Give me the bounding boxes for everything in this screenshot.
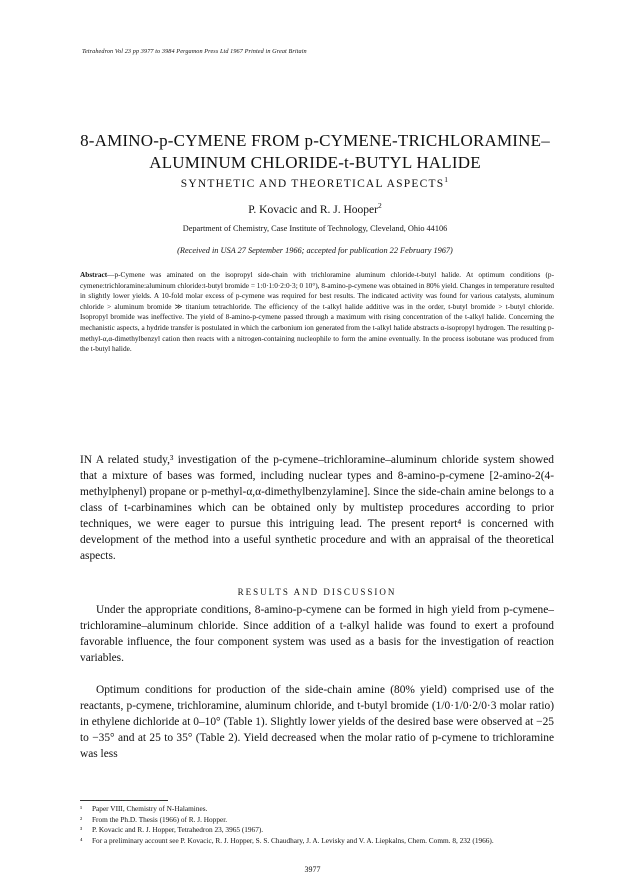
footnote bbox=[80, 836, 554, 847]
page-number: 3977 bbox=[304, 865, 321, 874]
authors: P. Kovacic and R. J. Hooper bbox=[248, 204, 378, 216]
article-subtitle bbox=[60, 175, 570, 190]
results-paragraph-1: Under the appropriate conditions, 8-amino-p-cymene can be formed in high yield from p-cymene–trichloramine–aluminum chloride. Since addition of a t-alkyl halide was found to exert a profound favorable influence, the four component system was used as a basis for the investigation of reaction variables. bbox=[80, 604, 554, 664]
abstract-label: Abstract bbox=[80, 270, 108, 279]
footnote-text: For a preliminary account see P. Kovacic, R. J. Hopper, S. S. Chaudhary, J. A. Levisky and V. A. Liepkalns, Chem. Comm. 8, 232 (1966). bbox=[92, 835, 494, 845]
running-head: Tetrahedron Vol 23 pp 3977 to 3984 Pergamon Press Ltd 1967 Printed in Great Britain bbox=[82, 48, 307, 55]
abstract bbox=[80, 270, 554, 355]
footnote bbox=[80, 825, 554, 836]
footnote bbox=[80, 815, 554, 826]
footnote-mark: ⁴ bbox=[80, 835, 83, 845]
affiliation: Department of Chemistry, Case Institute of Technology, Cleveland, Ohio 44106 bbox=[182, 224, 448, 233]
footnote-mark: ³ bbox=[80, 825, 83, 834]
title-line-2: ALUMINUM CHLORIDE-t-BUTYL HALIDE bbox=[149, 153, 481, 172]
subtitle-text: SYNTHETIC AND THEORETICAL ASPECTS bbox=[180, 178, 445, 190]
author-footnote-mark: 2 bbox=[377, 201, 382, 211]
footnote-mark: ² bbox=[80, 814, 83, 824]
abstract-text: —p-Cymene was aminated on the isopropyl side-chain with trichloramine aluminum chloride-t-butyl halide. At optimum conditions (p-cymene:trichloramine:aluminum chloride:t-butyl bromide = 1:0·1:0·2:0·3; 0 10°), 8-amino-p-cymene was obtained in 80% yield. Changes in temperature resulted in slightly lower yields. A 10-fold molar excess of p-cymene was required for best results. The indicated activity was found for various catalysts, aluminum chloride > aluminum bromide ≫ titanium tetrachloride. The efficiency of the t-alkyl halide additive was in the order, t-butyl bromide > t-butyl chloride. Isopropyl bromide was ineffective. The yield of 8-amino-p-cymene passed through a maximum with rising concentration of the t-alkyl halide. Concerning the mechanistic aspects, a hydride transfer is postulated in which the carbonium ion generated from the t-alkyl halide abstracts α-isopropyl hydrogen. The resulting p-methyl-α,α-dimethylbenzyl cation then reacts with a nitrogen-containing nucleophile to form the amine eventually. In the process isobutane was produced from the t-butyl halide. bbox=[80, 270, 554, 354]
article-title bbox=[60, 130, 570, 174]
footnote-text: Paper VIII, Chemistry of N-Halamines. bbox=[92, 804, 208, 813]
author-line bbox=[60, 201, 570, 216]
footnote-text: From the Ph.D. Thesis (1966) of R. J. Hopper. bbox=[92, 814, 228, 824]
title-line-1: 8-AMINO-p-CYMENE FROM p-CYMENE-TRICHLORAMINE– bbox=[80, 131, 550, 150]
footnote bbox=[80, 804, 554, 815]
footnotes bbox=[80, 804, 554, 846]
section-heading: RESULTS AND DISCUSSION bbox=[237, 587, 397, 597]
results-paragraph-2: Optimum conditions for production of the side-chain amine (80% yield) comprised use of the reactants, p-cymene, trichloramine, aluminum chloride, and t-butyl bromide (1/0·1/0·2/0·3 molar ratio) in ethylene dichloride at 0–10° (Table 1). Slightly lower yields of the desired base were observed at −25 to −35° and at 25 to 35° (Table 2). Yield decreased when the molar ratio of p-cymene to trichloramine was less bbox=[80, 684, 554, 760]
received-dates: (Received in USA 27 September 1966; accepted for publication 22 February 1967) bbox=[177, 246, 453, 255]
footnote-text: P. Kovacic and R. J. Hopper, Tetrahedron 23, 3965 (1967). bbox=[92, 825, 264, 834]
footnote-rule bbox=[80, 800, 168, 801]
subtitle-footnote-mark: 1 bbox=[444, 175, 450, 185]
footnote-mark: ¹ bbox=[80, 804, 83, 813]
intro-paragraph: IN A related study,³ investigation of the p-cymene–trichloramine–aluminum chloride system showed that a mixture of bases was formed, including nuclear types and 8-amino-p-cymene [2-amino-2(4-methylphenyl) propane or p-methyl-α,α-dimethylbenzylamine]. Since the side-chain amine belongs to a class of t-carbinamines which can be obtained only by multistep procedures according to prior techniques, we were eager to pursue this intriguing lead. The present report⁴ is concerned with development of the method into a useful synthetic procedure and with an appraisal of the theoretical aspects. bbox=[80, 454, 554, 562]
